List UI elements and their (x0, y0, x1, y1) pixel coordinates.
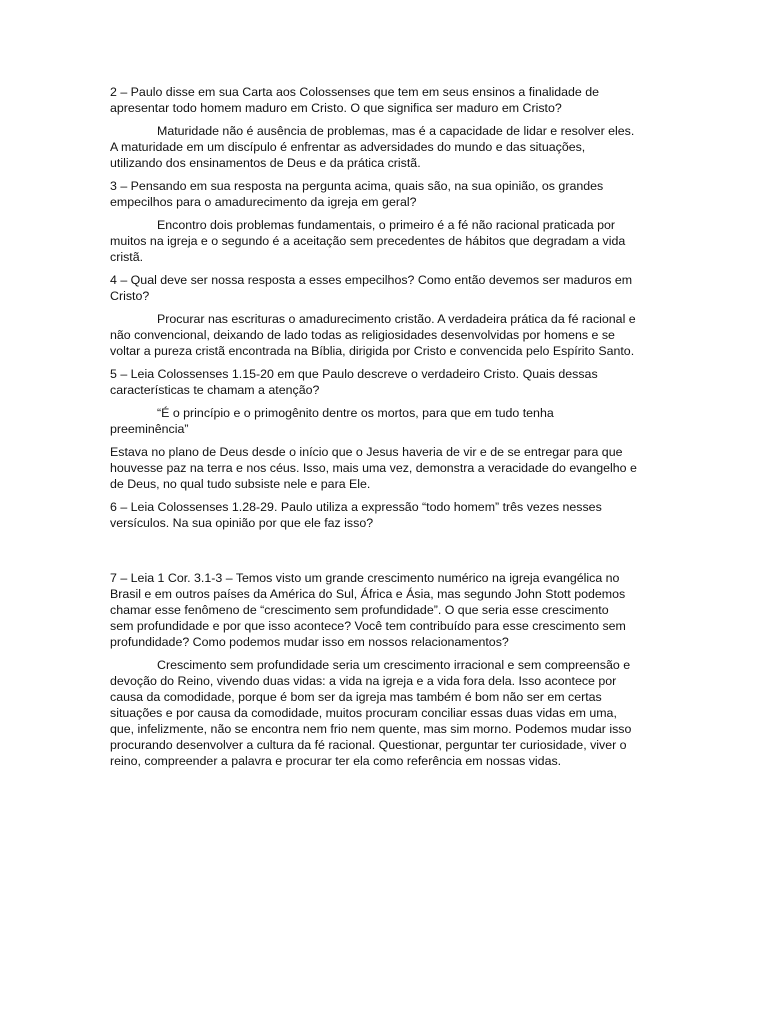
answer-4 (110, 311, 662, 359)
text-line: A maturidade em um discípulo é enfrentar as adversidades do mundo e das situações, (110, 140, 586, 154)
text-line: de Deus, no qual tudo subsiste nele e para Ele. (110, 477, 371, 491)
text-line: Maturidade não é ausência de problemas, mas é a capacidade de lidar e resolver eles. (157, 124, 635, 138)
answer-7 (110, 657, 662, 769)
text-line: Brasil e em outros países da América do Sul, África e Ásia, mas segundo John Stott podemos (110, 587, 626, 601)
text-line: muitos na igreja e o segundo é a aceitação sem precedentes de hábitos que degradam a vida (110, 234, 626, 248)
text-line: 4 – Qual deve ser nossa resposta a esses empecilhos? Como então devemos ser maduros em (110, 273, 633, 287)
text-line: utilizando dos ensinamentos de Deus e da prática cristã. (110, 156, 421, 170)
text-line: cristã. (110, 250, 144, 264)
text-line: empecilhos para o amadurecimento da igreja em geral? (110, 195, 417, 209)
answer-2 (110, 123, 662, 171)
question-5 (110, 366, 662, 398)
document-page (110, 84, 662, 769)
answer-3 (110, 217, 662, 265)
text-line: 2 – Paulo disse em sua Carta aos Colossenses que tem em seus ensinos a finalidade de (110, 85, 600, 99)
text-line: situações e por causa da comodidade, muitos procuram conciliar essas duas vidas em uma, (110, 706, 617, 720)
text-line: causa da comodidade, porque é bom ser da igreja mas também é bom não ser em certas (110, 690, 602, 704)
text-line: devoção do Reino, vivendo duas vidas: a vida na igreja e a vida fora dela. Isso acontece por (110, 674, 617, 688)
text-line: chamar esse fenômeno de “crescimento sem profundidade”. O que seria esse crescimento (110, 603, 609, 617)
text-line: características te chamam a atenção? (110, 383, 320, 397)
text-line: Encontro dois problemas fundamentais, o primeiro é a fé não racional praticada por (157, 218, 616, 232)
answer-5-explanation (110, 444, 662, 492)
text-line: procurando desenvolver a cultura da fé racional. Questionar, perguntar ter curiosidade, viver o (110, 738, 627, 752)
text-line: 3 – Pensando em sua resposta na pergunta acima, quais são, na sua opinião, os grandes (110, 179, 604, 193)
text-line: versículos. Na sua opinião por que ele faz isso? (110, 516, 374, 530)
text-line: Crescimento sem profundidade seria um crescimento irracional e sem compreensão e (157, 658, 631, 672)
question-2 (110, 84, 662, 116)
text-line: 5 – Leia Colossenses 1.15-20 em que Paulo descreve o verdadeiro Cristo. Quais dessas (110, 367, 598, 381)
text-line: 7 – Leia 1 Cor. 3.1-3 – Temos visto um grande crescimento numérico na igreja evangélica no (110, 571, 620, 585)
text-line: profundidade? Como podemos mudar isso em nossos relacionamentos? (110, 635, 509, 649)
question-7 (110, 570, 662, 650)
text-line: “É o princípio e o primogênito dentre os mortos, para que em tudo tenha (157, 406, 554, 420)
question-3 (110, 178, 662, 210)
text-line: voltar a pureza cristã encontrada na Bíblia, dirigida por Cristo e convencida pelo Espírito Santo. (110, 344, 635, 358)
text-line: preeminência” (110, 422, 189, 436)
text-line: reino, compreender a palavra e procurar ter ela como referência em nossas vidas. (110, 754, 562, 768)
text-line: apresentar todo homem maduro em Cristo. O que significa ser maduro em Cristo? (110, 101, 562, 115)
question-6 (110, 499, 662, 531)
text-line: sem profundidade e por que isso acontece? Você tem contribuído para esse crescimento sem (110, 619, 626, 633)
text-line: houvesse paz na terra e nos céus. Isso, mais uma vez, demonstra a veracidade do evangelho e (110, 461, 637, 475)
question-4 (110, 272, 662, 304)
text-line: que, infelizmente, não se encontra nem frio nem quente, mas sim morno. Podemos mudar isso (110, 722, 632, 736)
text-line: Procurar nas escrituras o amadurecimento cristão. A verdadeira prática da fé racional e (157, 312, 636, 326)
text-line: não convencional, deixando de lado todas as religiosidades desenvolvidas por homens e se (110, 328, 615, 342)
text-line: 6 – Leia Colossenses 1.28-29. Paulo utiliza a expressão “todo homem” três vezes nesses (110, 500, 602, 514)
answer-5-quote (110, 405, 662, 437)
text-line: Cristo? (110, 289, 150, 303)
text-line: Estava no plano de Deus desde o início que o Jesus haveria de vir e de se entregar para que (110, 445, 623, 459)
